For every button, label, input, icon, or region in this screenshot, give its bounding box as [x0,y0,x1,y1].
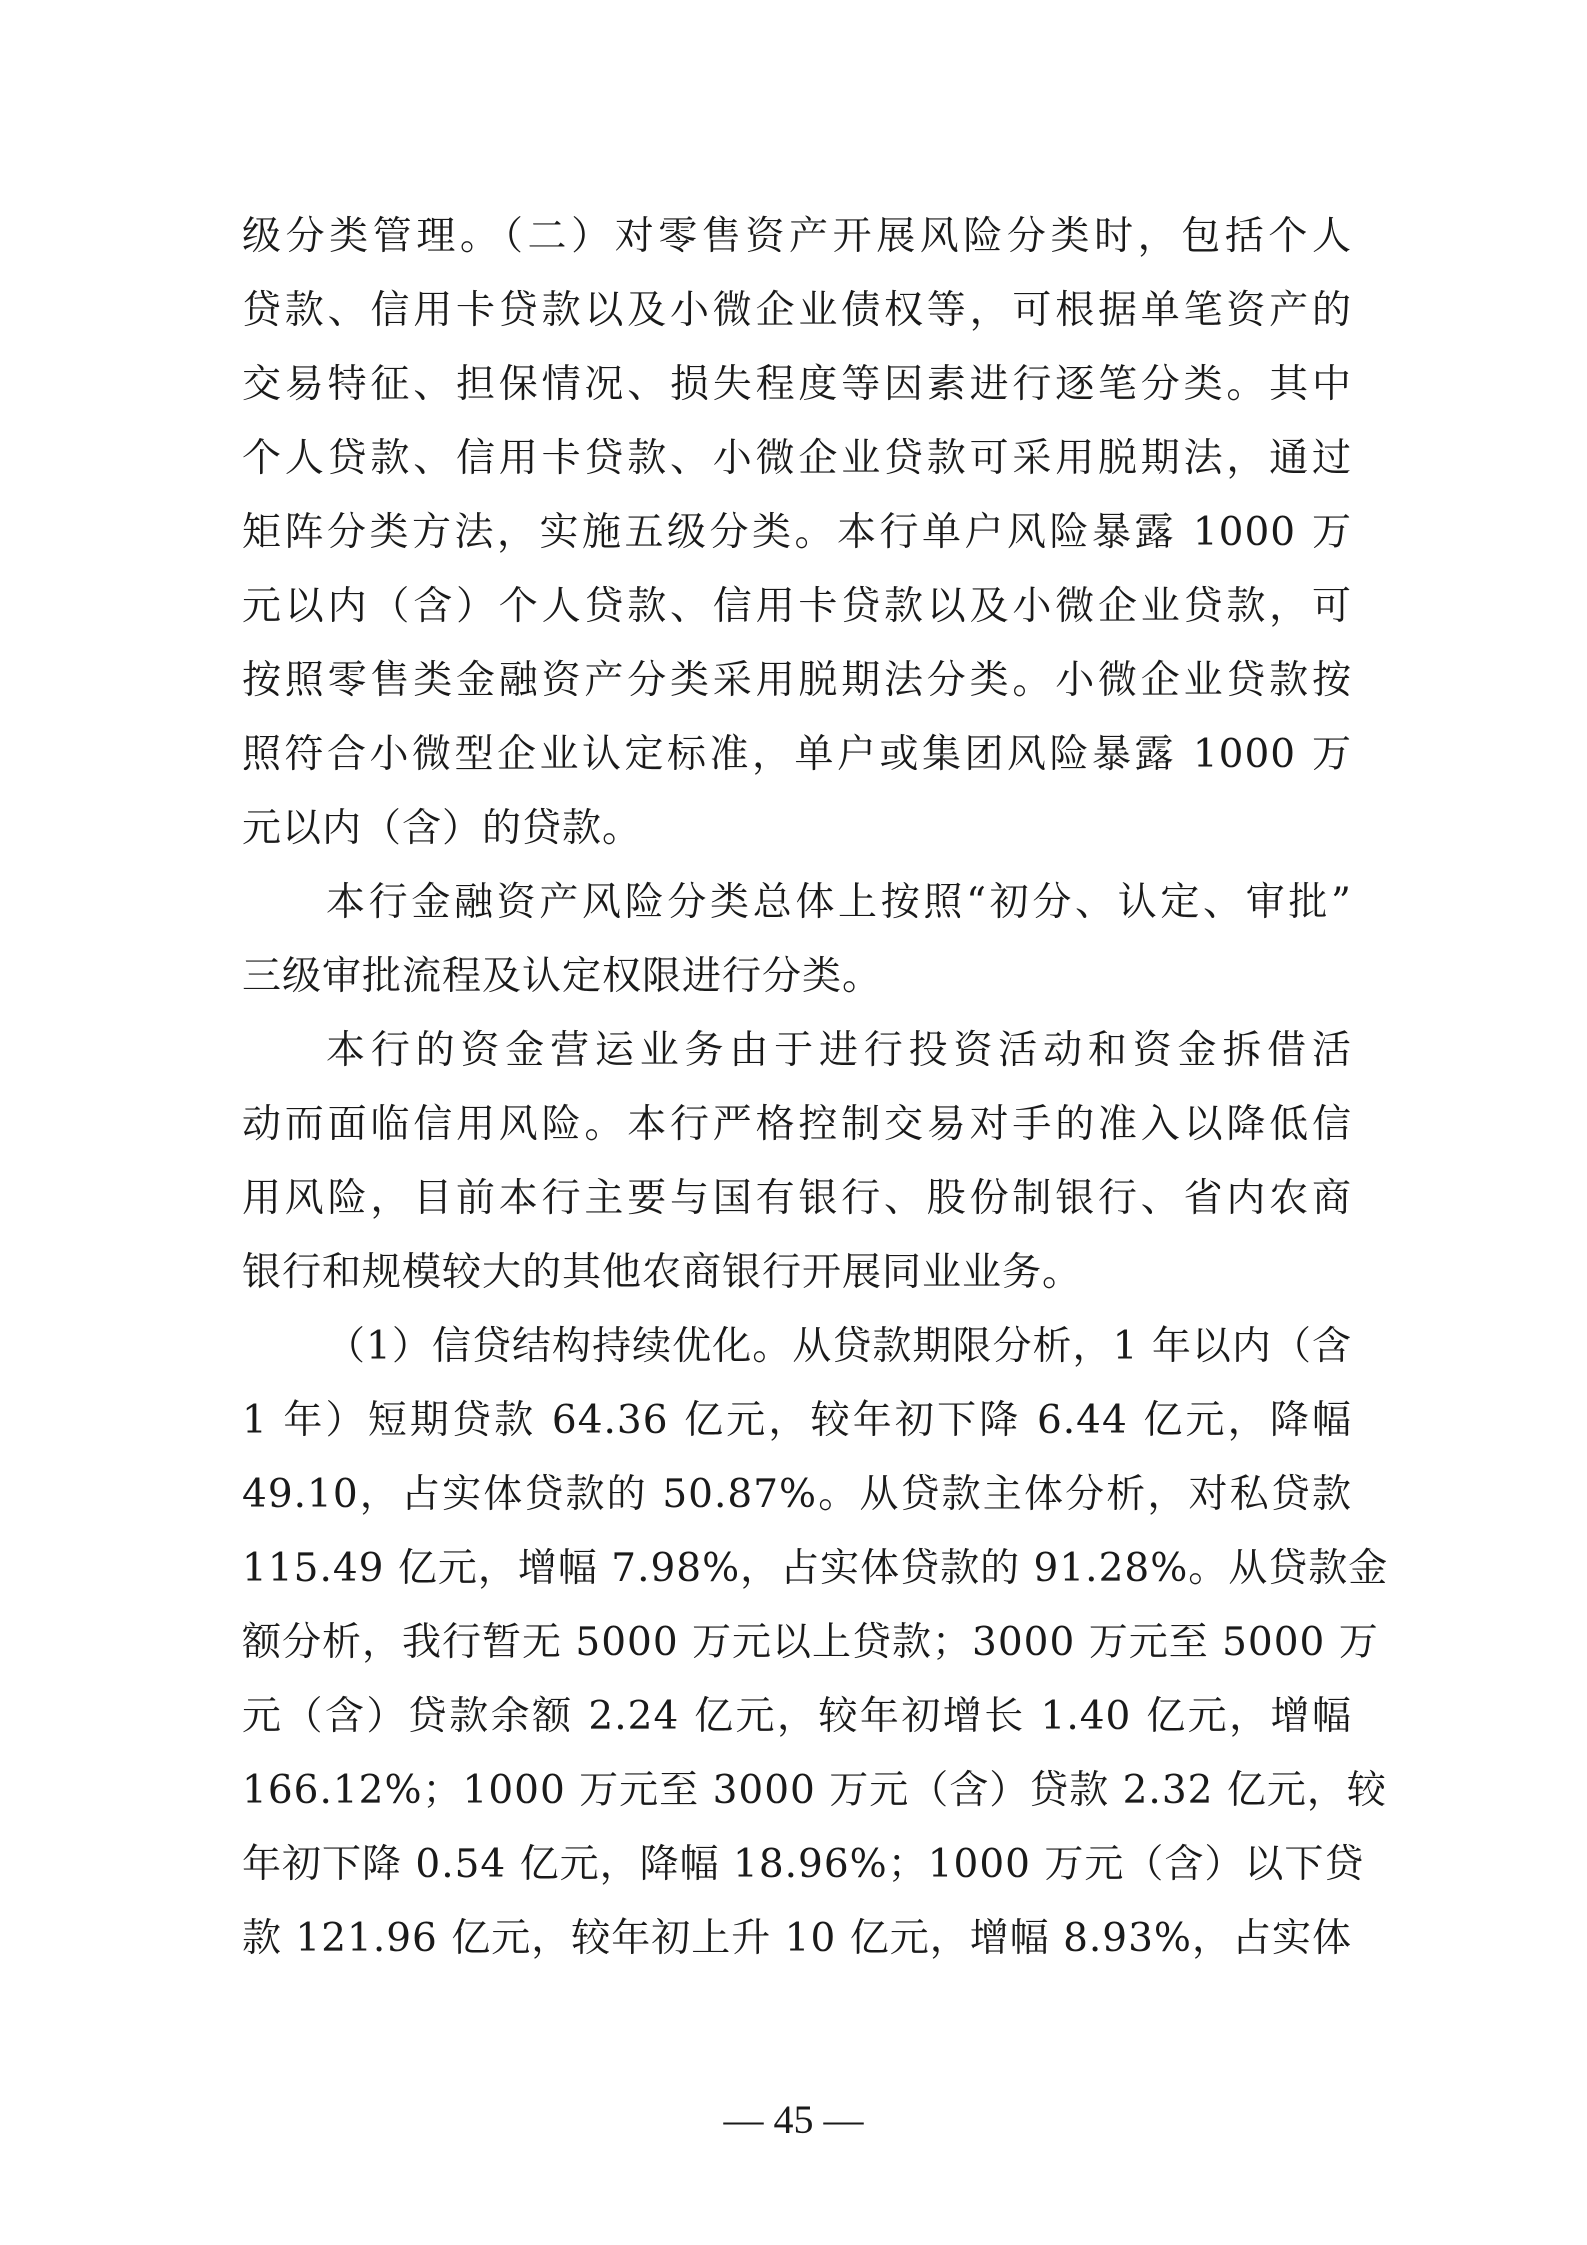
text-line: 元（含）贷款余额 2.24 亿元，较年初增长 1.40 亿元，增幅 [242,1694,1352,1739]
text-line: 49.10，占实体贷款的 50.87%。从贷款主体分析，对私贷款 [242,1472,1352,1517]
text-line: 银行和规模较大的其他农商银行开展同业业务。 [242,1250,1083,1295]
text-line: 级分类管理。（二）对零售资产开展风险分类时，包括个人 [242,214,1352,259]
text-line: 照符合小微型企业认定标准，单户或集团风险暴露 1000 万 [242,732,1352,777]
text-line: 本行金融资产风险分类总体上按照“初分、认定、审批” [326,880,1352,925]
text-line: 按照零售类金融资产分类采用脱期法分类。小微企业贷款按 [242,658,1352,703]
text-line: 1 年）短期贷款 64.36 亿元，较年初下降 6.44 亿元，降幅 [242,1398,1352,1443]
text-line: 交易特征、担保情况、损失程度等因素进行逐笔分类。其中 [242,362,1352,407]
text-line: 元以内（含）的贷款。 [242,806,643,851]
text-line: 矩阵分类方法，实施五级分类。本行单户风险暴露 1000 万 [242,510,1352,555]
text-line: 115.49 亿元，增幅 7.98%，占实体贷款的 91.28%。从贷款金 [242,1546,1389,1591]
text-line: 个人贷款、信用卡贷款、小微企业贷款可采用脱期法，通过 [242,436,1352,481]
page-number: — 45 — [723,2097,864,2142]
text-line: 额分析，我行暂无 5000 万元以上贷款；3000 万元至 5000 万 [242,1620,1379,1665]
text-line: 年初下降 0.54 亿元，降幅 18.96%；1000 万元（含）以下贷 [242,1842,1365,1887]
body-text [242,200,1389,1976]
text-line: 款 121.96 亿元，较年初上升 10 亿元，增幅 8.93%，占实体 [242,1916,1352,1961]
text-line: 166.12%；1000 万元至 3000 万元（含）贷款 2.32 亿元，较 [242,1768,1387,1813]
text-line: 三级审批流程及认定权限进行分类。 [242,954,883,999]
text-line: 动而面临信用风险。本行严格控制交易对手的准入以降低信 [242,1102,1352,1147]
text-line: （1）信贷结构持续优化。从贷款期限分析，1 年以内（含 [326,1324,1352,1369]
text-line: 元以内（含）个人贷款、信用卡贷款以及小微企业贷款，可 [242,584,1352,629]
text-line: 用风险，目前本行主要与国有银行、股份制银行、省内农商 [242,1176,1352,1221]
text-line: 贷款、信用卡贷款以及小微企业债权等，可根据单笔资产的 [242,288,1352,333]
text-line: 本行的资金营运业务由于进行投资活动和资金拆借活 [326,1028,1352,1073]
